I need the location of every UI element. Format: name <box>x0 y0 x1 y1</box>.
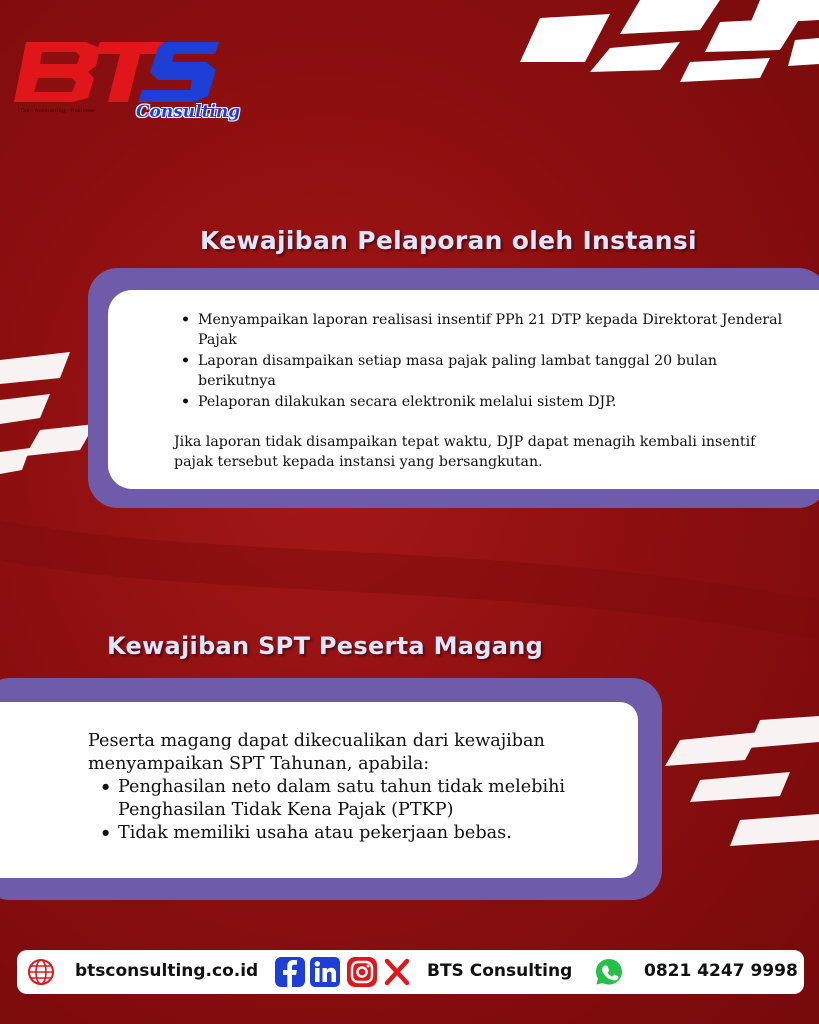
logo-subtitle: Consulting <box>136 102 241 122</box>
instagram-icon[interactable] <box>347 957 377 987</box>
section-heading-pelaporan: Kewajiban Pelaporan oleh Instansi <box>200 226 697 255</box>
brand-logo <box>14 36 241 128</box>
logo-tagline: Tax · Accounting · Business <box>20 108 95 114</box>
phone-number[interactable]: 0821 4247 9998 <box>644 961 798 981</box>
bts-logo-mark <box>14 36 219 106</box>
spt-intro: Peserta magang dapat dikecualikan dari kewajiban menyampaikan SPT Tahunan, apabila: <box>88 731 545 774</box>
spt-bullet-list <box>88 776 618 845</box>
facebook-icon[interactable] <box>275 957 305 987</box>
list-item: • Penghasilan neto dalam satu tahun tidak melebihi Penghasilan Tidak Kena Pajak (PTKP) <box>88 776 618 822</box>
list-item: • Tidak memiliki usaha atau pekerjaan bebas. <box>88 822 618 845</box>
website-link[interactable]: btsconsulting.co.id <box>75 961 259 981</box>
list-item: • Menyampaikan laporan realisasi insentif PPh 21 DTP kepada Direktorat Jenderal Pajak <box>178 310 789 350</box>
whatsapp-icon[interactable] <box>594 957 624 987</box>
globe-icon[interactable] <box>27 958 55 986</box>
list-item: • Laporan disampaikan setiap masa pajak paling lambat tanggal 20 bulan berikutnya <box>178 351 789 391</box>
list-item: • Pelaporan dilakukan secara elektronik melalui sistem DJP. <box>178 392 789 412</box>
pelaporan-note: Jika laporan tidak disampaikan tepat waktu, DJP dapat menagih kembali insentif pajak tersebut kepada instansi yang bersangkutan. <box>174 434 756 470</box>
linkedin-icon[interactable] <box>310 957 340 987</box>
footer-bar <box>17 950 804 994</box>
social-account-name[interactable]: BTS Consulting <box>427 961 573 981</box>
x-icon[interactable] <box>383 958 411 986</box>
section-heading-spt: Kewajiban SPT Peserta Magang <box>107 632 544 660</box>
card-pelaporan <box>108 290 819 489</box>
card-spt <box>0 702 638 878</box>
pelaporan-bullet-list <box>178 310 789 412</box>
